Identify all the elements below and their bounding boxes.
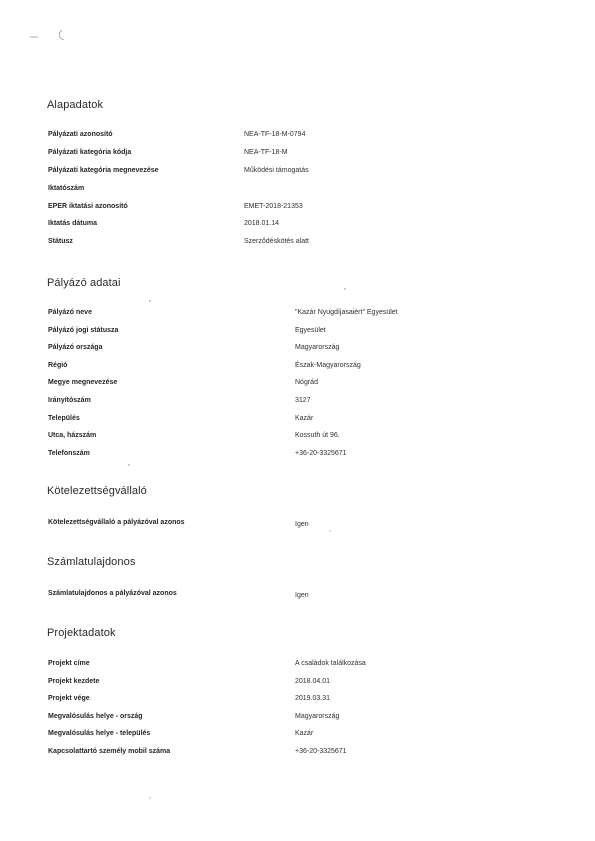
field-label: Telefonszám (48, 450, 90, 457)
field-row (0, 519, 595, 533)
field-row (0, 131, 595, 145)
field-label: EPER iktatási azonosító (48, 203, 128, 210)
field-value: Észak-Magyarország (295, 362, 361, 369)
field-label: Iktatószám (48, 185, 85, 192)
field-value: "Kazár Nyugdíjasaiért" Egyesület (295, 309, 398, 316)
field-label: Kötelezettségvállaló a pályázóval azonos (48, 519, 185, 526)
field-value: EMET-2018-21353 (244, 203, 303, 210)
field-value: Egyesület (295, 327, 326, 334)
field-value: +36-20-3325671 (295, 748, 347, 755)
field-row (0, 149, 595, 163)
field-value: Szerződéskötés alatt (244, 238, 309, 245)
field-row (0, 678, 595, 692)
field-label: Pályázó országa (48, 344, 103, 351)
field-label: Projekt kezdete (48, 678, 100, 685)
field-label: Iktatás dátuma (48, 220, 98, 227)
field-row (0, 660, 595, 674)
field-label: Projekt címe (48, 660, 90, 667)
field-label: Státusz (48, 238, 73, 245)
field-value: 2019.03.31 (295, 695, 331, 702)
field-label: Megye megnevezése (48, 379, 118, 386)
section-title: Számlatulajdonos (47, 556, 136, 568)
field-label: Megvalósulás helye - ország (48, 713, 143, 720)
field-label: Irányítószám (48, 397, 91, 404)
field-row (0, 432, 595, 446)
field-value: 2018.04.01 (295, 678, 331, 685)
field-value: NEA-TF-18-M-0794 (244, 131, 306, 138)
field-row (0, 748, 595, 762)
field-label: Régió (48, 362, 68, 369)
field-label: Pályázó neve (48, 309, 92, 316)
field-row (0, 220, 595, 234)
field-value: Magyarország (295, 713, 340, 720)
field-row (0, 185, 595, 199)
field-label: Megvalósulás helye - település (48, 730, 151, 737)
section-title: Kötelezettségvállaló (47, 485, 147, 497)
field-label: Pályázó jogi státusza (48, 327, 119, 334)
section-title: Projektadatok (47, 627, 116, 639)
field-label: Pályázati azonosító (48, 131, 113, 138)
field-value: Igen (295, 592, 309, 599)
field-value: A családok találkozása (295, 660, 366, 667)
field-value: Magyarország (295, 344, 340, 351)
field-value: NEA-TF-18-M (244, 149, 288, 156)
field-label: Projekt vége (48, 695, 90, 702)
field-value: 2018.01.14 (244, 220, 280, 227)
field-label: Utca, házszám (48, 432, 97, 439)
field-row (0, 397, 595, 411)
field-row (0, 415, 595, 429)
field-label: Pályázati kategória megnevezése (48, 167, 159, 174)
field-row (0, 203, 595, 217)
field-row (0, 379, 595, 393)
field-value: Működési támogatás (244, 167, 309, 174)
field-value: +36-20-3325671 (295, 450, 347, 457)
field-row (0, 327, 595, 341)
field-value: Nógrád (295, 379, 318, 386)
field-label: Pályázati kategória kódja (48, 149, 132, 156)
field-value: Kazár (295, 415, 314, 422)
field-label: Kapcsolattartó személy mobil száma (48, 748, 171, 755)
section-title: Pályázó adatai (47, 277, 121, 289)
field-value: Kazár (295, 730, 314, 737)
section-title: Alapadatok (47, 99, 104, 111)
field-row (0, 238, 595, 252)
field-row (0, 450, 595, 464)
field-row (0, 344, 595, 358)
field-value: Igen (295, 521, 309, 528)
field-row (0, 730, 595, 744)
field-label: Számlatulajdonos a pályázóval azonos (48, 590, 177, 597)
field-value: Kossuth út 96. (295, 432, 340, 439)
field-row (0, 695, 595, 709)
field-row (0, 713, 595, 727)
field-label: Település (48, 415, 80, 422)
field-value: 3127 (295, 397, 311, 404)
field-row (0, 309, 595, 323)
field-row (0, 362, 595, 376)
field-row (0, 167, 595, 181)
field-row (0, 590, 595, 604)
